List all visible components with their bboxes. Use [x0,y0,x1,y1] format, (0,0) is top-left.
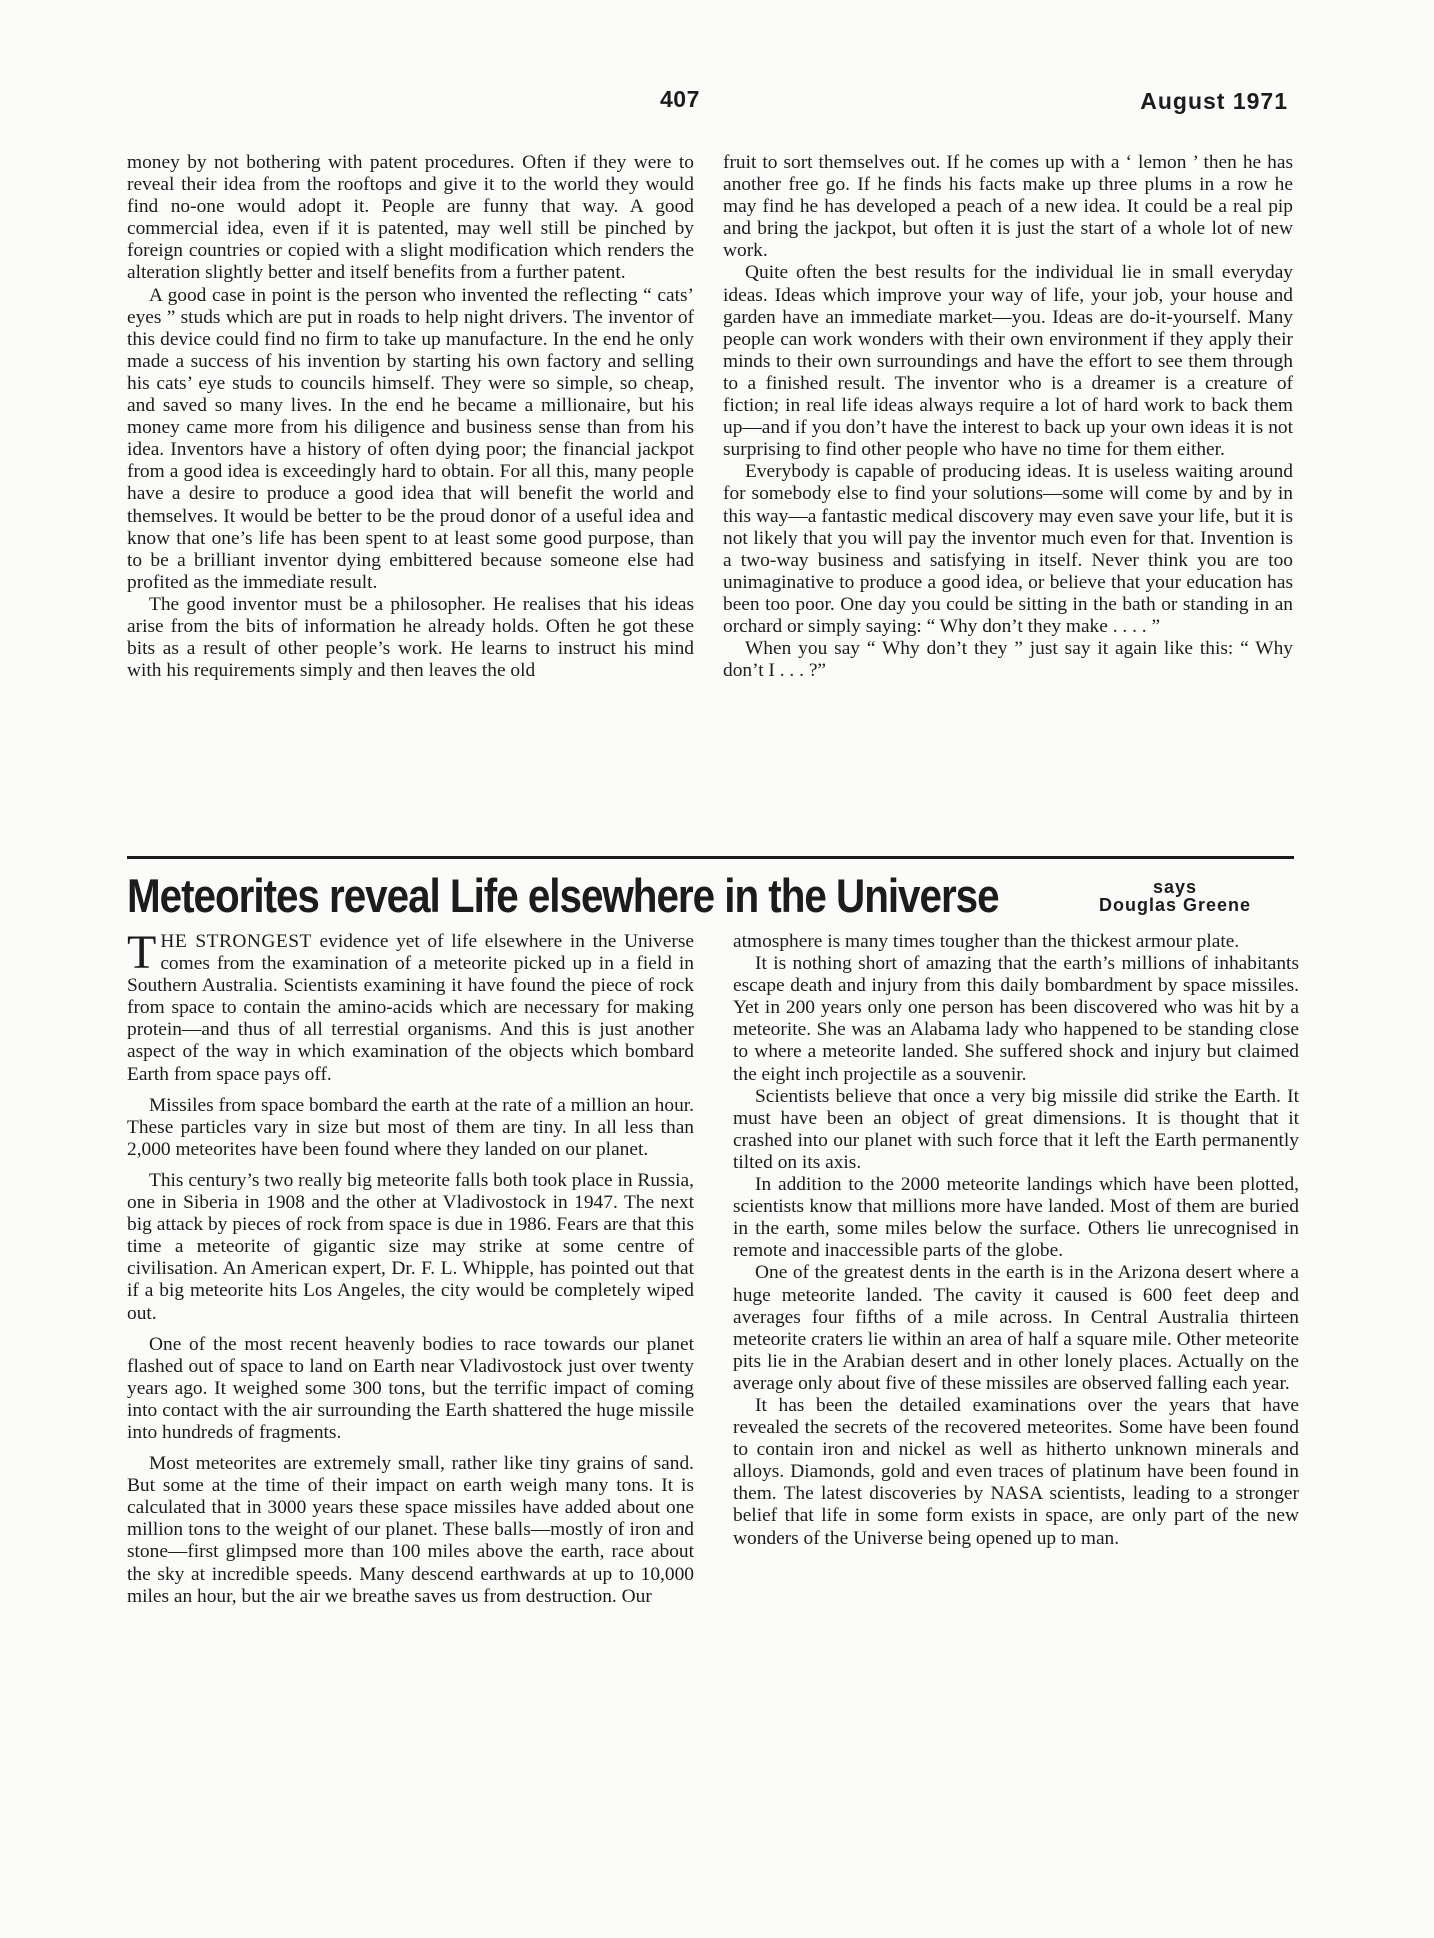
paragraph: Most meteorites are extremely small, rather like tiny grains of sand. But some at the time of their impact on earth weigh many tons. It is calculated that in 3000 years these space missiles have added about one million tons to the weight of our planet. These balls—mostly of iron and stone—first glimpsed more than 100 miles above the earth, race about the sky at incredible speeds. Many descend earthwards at up to 10,000 miles an hour, but the air we breathe saves us from destruction. Our [127,1453,694,1607]
lead-text: evidence yet of life elsewhere in the Universe comes from the examination of a meteorite picked up in a field in Southern Australia. Scientists examining it have found the piece of rock from space to contain the amino-acids which are necessary for making protein—and thus of all terrestial organisms. And this is just another aspect of the way in which examination of the objects which bombard Earth from space pays off. [127,931,694,1085]
paragraph: Quite often the best results for the individual lie in small everyday ideas. Ideas which improve your way of life, your job, your house and garden have an immediate market—you. Ideas are do-it-yourself. Many people can work wonders with their own environment if they apply their minds to their own surroundings and have the effort to see them through to a finished result. The inventor who is a dreamer is a creature of fiction; in real life ideas always require a lot of hard work to back them up—and if you don’t have the interest to back up your own ideas it is not surprising to find other people who have no time for them either. [723,262,1293,461]
paragraph: One of the greatest dents in the earth is in the Arizona desert where a huge meteorite landed. The cavity it caused is 600 feet deep and averages four fifths of a mile across. In Central Australia thirteen meteorite craters lie within an area of half a square mile. Other meteorite pits lie in the Arabian desert and in other lonely places. Actually on the average only about five of these missiles are observed falling each year. [733,1262,1299,1394]
paragraph: fruit to sort themselves out. If he comes up with a ‘ lemon ’ then he has another free go. If he finds his facts make up three plums in a row he may find he has developed a peach of a new idea. It could be a real pip and bring the jackpot, but often it is just the start of a whole lot of new work. [723,152,1293,262]
paragraph: money by not bothering with patent procedures. Often if they were to reveal their idea from the rooftops and give it to the world they would find no-one would adopt it. People are funny that way. A good commercial idea, even if it is patented, may well still be pinched by foreign countries or copied with a slight modification which renders the alteration slightly better and itself benefits from a further patent. [127,152,694,284]
paragraph: Scientists believe that once a very big missile did strike the Earth. It must have been an object of great dimensions. It is thought that it crashed into our planet with such force that it left the Earth permanently tilted on its axis. [733,1085,1299,1173]
paragraph: atmosphere is many times tougher than the thickest armour plate. [733,931,1240,952]
drop-cap: T [127,926,157,979]
section-divider [127,856,1294,859]
page-number: 407 [660,86,700,112]
article-right-column [733,931,1299,1550]
paragraph: A good case in point is the person who invented the reflecting “ cats’ eyes ” studs which are put in roads to help night drivers. The inventor of this device could find no firm to take up manufacture. In the end he only made a success of his invention by starting his own factory and selling his cats’ eye studs to councils himself. They were so simple, so cheap, and saved so many lives. In the end he became a millionaire, but his money came more from his diligence and business sense than from his idea. Inventors have a history of often dying poor; the financial jackpot from a good idea is exceedingly hard to obtain. For all this, many people have a desire to produce a good idea that will benefit the world and themselves. It would be better to be the proud donor of a useful idea and know that one’s life has been spent to at least some good purpose, than to be a brilliant inventor dying embittered because someone else had profited as the immediate result. [127,284,694,593]
paragraph: It has been the detailed examinations over the years that have revealed the secrets of the recovered meteorites. Some have been found to contain iron and nickel as well as hitherto unknown minerals and alloys. Diamonds, gold and even traces of platinum have been found in them. The latest discoveries by NASA scientists, leading to a stronger belief that life in some form exists in space, are only part of the new wonders of the Universe being opened up to man. [733,1394,1299,1549]
lead-paragraph [127,926,694,1086]
article-left-column [127,926,694,1617]
previous-article-right-column [723,152,1293,682]
paragraph: Everybody is capable of producing ideas. It is useless waiting around for somebody else to find your solutions—some will come by and by in this way—a fantastic medical discovery may even save your life, but it is not likely that you will pay the inventor much even for that. Invention is a two-way business and satisfying in itself. Never think you are too unimaginative to produce a good idea, or believe that your education has been too poor. One day you could be sitting in the bath or standing in an orchard or simply saying: “ Why don’t they make . . . . ” [723,461,1293,637]
paragraph: This century’s two really big meteorite falls both took place in Russia, one in Siberia in 1908 and the other at Vladivostock in 1947. The next big attack by pieces of rock from space is due in 1986. Fears are that this time a meteorite of gigantic size may strike at some centre of civilisation. An American expert, Dr. F. L. Whipple, has pointed out that if a big meteorite hits Los Angeles, the city would be completely wiped out. [127,1169,694,1324]
article-headline: Meteorites reveal Life elsewhere in the Universe [127,869,999,922]
issue-date: August 1971 [1140,88,1288,114]
previous-article-left-column [127,152,694,682]
byline [1080,878,1270,914]
lead-caps: HE STRONGEST [160,931,312,952]
paragraph: It is nothing short of amazing that the earth’s millions of inhabitants escape death and injury from this daily bombardment by space missiles. Yet in 200 years only one person has been discovered who was hit by a meteorite. She was an Alabama lady who happened to be standing close to where a meteorite landed. She suffered shock and injury but claimed the eight inch projectile as a souvenir. [733,953,1299,1085]
paragraph: When you say “ Why don’t they ” just say it again like this: “ Why don’t I . . . ?” [723,638,1293,682]
paragraph: One of the most recent heavenly bodies to race towards our planet flashed out of space to land on Earth near Vladivostock just over twenty years ago. It weighed some 300 tons, but the terrific impact of coming into contact with the air surrounding the Earth shattered the huge missile into hundreds of fragments. [127,1333,694,1443]
byline-author: Douglas Greene [1098,895,1252,915]
paragraph: Missiles from space bombard the earth at the rate of a million an hour. These particles vary in size but most of them are tiny. In all less than 2,000 meteorites have been found where they landed on our planet. [127,1094,694,1160]
byline-says: says [1152,877,1198,897]
paragraph: In addition to the 2000 meteorite landings which have been plotted, scientists know that millions more have landed. Most of them are buried in the earth, some miles below the surface. Others lie unrecognised in remote and inaccessible parts of the globe. [733,1174,1299,1262]
paragraph: The good inventor must be a philosopher. He realises that his ideas arise from the bits of information he already holds. Often he got these bits as a result of other people’s work. He learns to instruct his mind with his requirements simply and then leaves the old [127,593,694,682]
